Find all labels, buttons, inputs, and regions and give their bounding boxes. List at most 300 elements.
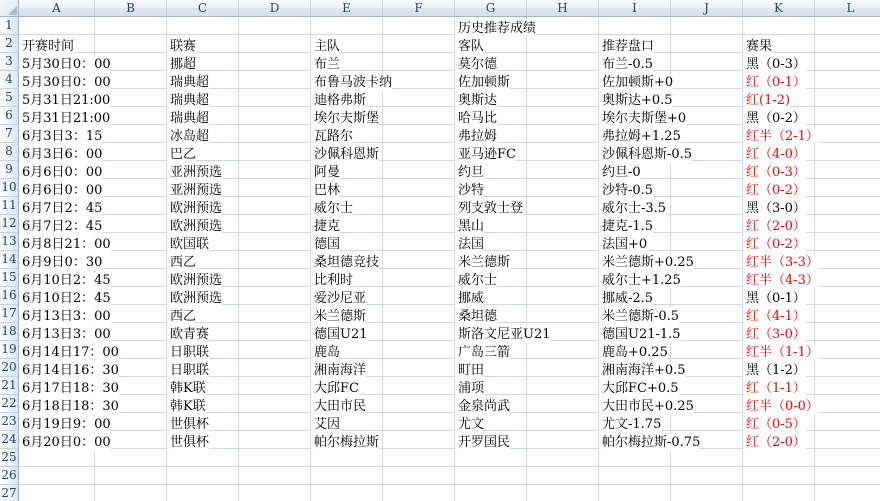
cell-f9[interactable] [383, 161, 455, 179]
cell-a23[interactable] [19, 413, 111, 432]
cell-e1[interactable] [311, 17, 383, 35]
cell-l15[interactable] [815, 269, 880, 287]
cell-b10[interactable] [95, 179, 167, 197]
cell-b26[interactable] [95, 467, 167, 485]
select-all-corner[interactable] [0, 0, 19, 17]
cell-h7[interactable] [527, 125, 599, 143]
cell-d16[interactable] [239, 287, 311, 305]
cell-h16[interactable] [527, 287, 599, 305]
cell-e4[interactable] [311, 71, 393, 90]
cell-j16[interactable] [671, 287, 743, 305]
cell-c12[interactable] [167, 215, 239, 233]
cell-k4[interactable] [743, 71, 815, 89]
cell-e9[interactable] [311, 161, 383, 179]
cell-i4[interactable] [599, 71, 674, 90]
cell-l20[interactable] [815, 359, 880, 377]
cell-d13[interactable] [239, 233, 311, 251]
cell-j7[interactable] [671, 125, 743, 143]
cell-h3[interactable] [527, 53, 599, 71]
cell-e18[interactable] [311, 323, 383, 341]
cell-f3[interactable] [383, 53, 455, 71]
cell-f17[interactable] [383, 305, 455, 323]
column-header-j[interactable]: J [671, 0, 743, 17]
cell-i17[interactable] [599, 305, 680, 324]
cell-d9[interactable] [239, 161, 311, 179]
cell-i18[interactable] [599, 323, 681, 342]
cell-i2[interactable] [599, 35, 671, 53]
column-header-f[interactable]: F [383, 0, 455, 17]
cell-c27[interactable] [167, 485, 239, 501]
cell-h23[interactable] [527, 413, 599, 431]
cell-a16[interactable] [19, 287, 111, 306]
cell-e14[interactable] [311, 251, 383, 269]
cell-g24[interactable] [455, 431, 527, 449]
cell-a9[interactable] [19, 161, 103, 180]
cell-a15[interactable] [19, 269, 111, 288]
cell-k14[interactable] [743, 251, 819, 270]
cell-b25[interactable] [95, 449, 167, 467]
cell-i14[interactable] [599, 251, 694, 270]
cell-f25[interactable] [383, 449, 455, 467]
cell-a24[interactable] [19, 431, 111, 450]
cell-g20[interactable] [455, 359, 527, 377]
cell-i11[interactable] [599, 197, 671, 215]
cell-a2[interactable] [19, 35, 95, 53]
cell-d7[interactable] [239, 125, 311, 143]
cell-i13[interactable] [599, 233, 671, 251]
cell-c1[interactable] [167, 17, 239, 35]
cell-h13[interactable] [527, 233, 599, 251]
cell-a1[interactable] [19, 17, 95, 35]
column-header-l[interactable]: L [815, 0, 880, 17]
cell-j13[interactable] [671, 233, 743, 251]
cell-c26[interactable] [167, 467, 239, 485]
cell-a22[interactable] [19, 395, 119, 414]
cell-l13[interactable] [815, 233, 880, 251]
cell-d25[interactable] [239, 449, 311, 467]
cell-c17[interactable] [167, 305, 239, 323]
cell-l1[interactable] [815, 17, 880, 35]
cell-k20[interactable] [743, 359, 815, 377]
cell-j10[interactable] [671, 179, 743, 197]
row-header-27[interactable]: 27 [0, 485, 19, 501]
cell-b1[interactable] [95, 17, 167, 35]
cell-k25[interactable] [743, 449, 815, 467]
cell-f5[interactable] [383, 89, 455, 107]
cell-d27[interactable] [239, 485, 311, 501]
cell-a14[interactable] [19, 251, 103, 270]
cell-j23[interactable] [671, 413, 743, 431]
row-header-25[interactable]: 25 [0, 449, 19, 467]
cell-f1[interactable] [383, 17, 455, 35]
column-header-i[interactable]: I [599, 0, 671, 17]
cell-c7[interactable] [167, 125, 239, 143]
cell-k19[interactable] [743, 341, 819, 360]
cell-f15[interactable] [383, 269, 455, 287]
cell-f26[interactable] [383, 467, 455, 485]
cell-f20[interactable] [383, 359, 455, 377]
cell-f10[interactable] [383, 179, 455, 197]
cell-i5[interactable] [599, 89, 671, 107]
cell-l17[interactable] [815, 305, 880, 323]
cell-k2[interactable] [743, 35, 815, 53]
cell-c5[interactable] [167, 89, 239, 107]
cell-a20[interactable] [19, 359, 119, 378]
cell-f21[interactable] [383, 377, 455, 395]
cell-h17[interactable] [527, 305, 599, 323]
cell-k11[interactable] [743, 197, 815, 215]
cell-f8[interactable] [383, 143, 455, 161]
cell-h4[interactable] [527, 71, 599, 89]
cell-h12[interactable] [527, 215, 599, 233]
cell-a18[interactable] [19, 323, 111, 342]
cell-h14[interactable] [527, 251, 599, 269]
cell-l21[interactable] [815, 377, 880, 395]
cell-k18[interactable] [743, 323, 815, 341]
column-header-h[interactable]: H [527, 0, 599, 17]
row-header-2[interactable]: 2 [0, 35, 19, 53]
cell-g6[interactable] [455, 107, 527, 125]
cell-j4[interactable] [671, 71, 743, 89]
cell-i16[interactable] [599, 287, 671, 305]
cell-c19[interactable] [167, 341, 239, 359]
cell-c15[interactable] [167, 269, 239, 287]
cell-d5[interactable] [239, 89, 311, 107]
cell-f11[interactable] [383, 197, 455, 215]
cell-j27[interactable] [671, 485, 743, 501]
cell-e24[interactable] [311, 431, 383, 449]
cell-k27[interactable] [743, 485, 815, 501]
cell-l19[interactable] [815, 341, 880, 359]
row-header-22[interactable]: 22 [0, 395, 19, 413]
column-header-a[interactable]: A [19, 0, 95, 17]
cell-i22[interactable] [599, 395, 694, 414]
cell-k17[interactable] [743, 305, 815, 323]
cell-f22[interactable] [383, 395, 455, 413]
cell-e16[interactable] [311, 287, 383, 305]
cell-b8[interactable] [95, 143, 167, 161]
cell-k24[interactable] [743, 431, 815, 449]
row-header-9[interactable]: 9 [0, 161, 19, 179]
cell-h10[interactable] [527, 179, 599, 197]
cell-e12[interactable] [311, 215, 383, 233]
cell-g27[interactable] [455, 485, 527, 501]
cell-c24[interactable] [167, 431, 239, 449]
cell-k12[interactable] [743, 215, 815, 233]
cell-a8[interactable] [19, 143, 103, 162]
cell-g13[interactable] [455, 233, 527, 251]
cell-b11[interactable] [95, 197, 167, 215]
cell-a19[interactable] [19, 341, 119, 360]
row-header-26[interactable]: 26 [0, 467, 19, 485]
cell-j18[interactable] [671, 323, 743, 341]
cell-g19[interactable] [455, 341, 527, 359]
cell-c10[interactable] [167, 179, 239, 197]
cell-f19[interactable] [383, 341, 455, 359]
row-header-1[interactable]: 1 [0, 17, 19, 35]
cell-h1[interactable] [527, 17, 599, 35]
cell-f2[interactable] [383, 35, 455, 53]
cell-h6[interactable] [527, 107, 599, 125]
cell-g22[interactable] [455, 395, 527, 413]
cell-l24[interactable] [815, 431, 880, 449]
cell-a3[interactable] [19, 53, 111, 72]
cell-d11[interactable] [239, 197, 311, 215]
cell-l14[interactable] [815, 251, 880, 269]
cell-c22[interactable] [167, 395, 239, 413]
cell-a26[interactable] [19, 467, 95, 485]
cell-h22[interactable] [527, 395, 599, 413]
cell-k1[interactable] [743, 17, 815, 35]
cell-k16[interactable] [743, 287, 815, 305]
cell-d1[interactable] [239, 17, 311, 35]
cell-h24[interactable] [527, 431, 599, 449]
cell-g26[interactable] [455, 467, 527, 485]
cell-c18[interactable] [167, 323, 239, 341]
row-header-19[interactable]: 19 [0, 341, 19, 359]
cell-i8[interactable] [599, 143, 693, 162]
cell-i19[interactable] [599, 341, 671, 359]
cell-g2[interactable] [455, 35, 527, 53]
cell-h21[interactable] [527, 377, 599, 395]
cell-j15[interactable] [671, 269, 743, 287]
cell-i27[interactable] [599, 485, 671, 501]
cell-f14[interactable] [383, 251, 455, 269]
cell-c16[interactable] [167, 287, 239, 305]
cell-h19[interactable] [527, 341, 599, 359]
cell-a7[interactable] [19, 125, 103, 144]
cell-j5[interactable] [671, 89, 743, 107]
cell-c2[interactable] [167, 35, 239, 53]
cell-a10[interactable] [19, 179, 103, 198]
cell-e7[interactable] [311, 125, 383, 143]
row-header-11[interactable]: 11 [0, 197, 19, 215]
cell-h8[interactable] [527, 143, 599, 161]
cell-h27[interactable] [527, 485, 599, 501]
cell-i1[interactable] [599, 17, 671, 35]
cell-f13[interactable] [383, 233, 455, 251]
cell-h26[interactable] [527, 467, 599, 485]
cell-e23[interactable] [311, 413, 383, 431]
row-header-8[interactable]: 8 [0, 143, 19, 161]
cell-e10[interactable] [311, 179, 383, 197]
cell-e6[interactable] [311, 107, 383, 125]
cell-g3[interactable] [455, 53, 527, 71]
column-header-d[interactable]: D [239, 0, 311, 17]
cell-e27[interactable] [311, 485, 383, 501]
row-header-18[interactable]: 18 [0, 323, 19, 341]
row-header-23[interactable]: 23 [0, 413, 19, 431]
cell-b2[interactable] [95, 35, 167, 53]
cell-j12[interactable] [671, 215, 743, 233]
cell-c13[interactable] [167, 233, 239, 251]
cell-a5[interactable] [19, 89, 111, 108]
cell-a21[interactable] [19, 377, 119, 396]
cell-k22[interactable] [743, 395, 819, 414]
row-header-16[interactable]: 16 [0, 287, 19, 305]
cell-f12[interactable] [383, 215, 455, 233]
cell-a4[interactable] [19, 71, 111, 90]
cell-e3[interactable] [311, 53, 383, 71]
cell-i10[interactable] [599, 179, 671, 197]
row-header-7[interactable]: 7 [0, 125, 19, 143]
cell-d26[interactable] [239, 467, 311, 485]
cell-j17[interactable] [671, 305, 743, 323]
cell-i20[interactable] [599, 359, 686, 378]
cell-i9[interactable] [599, 161, 671, 179]
cell-k8[interactable] [743, 143, 815, 161]
cell-b27[interactable] [95, 485, 167, 501]
cell-i3[interactable] [599, 53, 671, 71]
cell-j1[interactable] [671, 17, 743, 35]
cell-k23[interactable] [743, 413, 815, 431]
cell-f6[interactable] [383, 107, 455, 125]
row-header-12[interactable]: 12 [0, 215, 19, 233]
row-header-21[interactable]: 21 [0, 377, 19, 395]
cell-c21[interactable] [167, 377, 239, 395]
cell-k9[interactable] [743, 161, 815, 179]
cell-j26[interactable] [671, 467, 743, 485]
cell-b9[interactable] [95, 161, 167, 179]
row-header-4[interactable]: 4 [0, 71, 19, 89]
cell-h5[interactable] [527, 89, 599, 107]
cell-l12[interactable] [815, 215, 880, 233]
column-header-k[interactable]: K [743, 0, 815, 17]
cell-i15[interactable] [599, 269, 681, 288]
cell-d21[interactable] [239, 377, 311, 395]
cell-h11[interactable] [527, 197, 599, 215]
cell-d24[interactable] [239, 431, 311, 449]
cell-e19[interactable] [311, 341, 383, 359]
cell-j11[interactable] [671, 197, 743, 215]
cell-l3[interactable] [815, 53, 880, 71]
cell-e20[interactable] [311, 359, 383, 377]
cell-k3[interactable] [743, 53, 815, 71]
cell-b14[interactable] [95, 251, 167, 269]
cell-i6[interactable] [599, 107, 687, 126]
cell-f18[interactable] [383, 323, 455, 341]
cell-f16[interactable] [383, 287, 455, 305]
cell-g12[interactable] [455, 215, 527, 233]
cell-g7[interactable] [455, 125, 527, 143]
cell-a13[interactable] [19, 233, 111, 252]
cell-i26[interactable] [599, 467, 671, 485]
column-header-g[interactable]: G [455, 0, 527, 17]
cell-d18[interactable] [239, 323, 311, 341]
cell-i24[interactable] [599, 431, 701, 450]
cell-f23[interactable] [383, 413, 455, 431]
cell-j21[interactable] [671, 377, 743, 395]
cell-i7[interactable] [599, 125, 681, 144]
cell-g8[interactable] [455, 143, 527, 161]
cell-f24[interactable] [383, 431, 455, 449]
cell-e8[interactable] [311, 143, 383, 161]
cell-e5[interactable] [311, 89, 383, 107]
cell-g17[interactable] [455, 305, 527, 323]
cell-h20[interactable] [527, 359, 599, 377]
cell-i25[interactable] [599, 449, 671, 467]
cell-d23[interactable] [239, 413, 311, 431]
cell-i21[interactable] [599, 377, 679, 396]
cell-d19[interactable] [239, 341, 311, 359]
cell-c11[interactable] [167, 197, 239, 215]
cell-l7[interactable] [815, 125, 880, 143]
column-header-e[interactable]: E [311, 0, 383, 17]
cell-e26[interactable] [311, 467, 383, 485]
cell-k13[interactable] [743, 233, 815, 251]
cell-e17[interactable] [311, 305, 383, 323]
cell-l18[interactable] [815, 323, 880, 341]
cell-g16[interactable] [455, 287, 527, 305]
cell-l16[interactable] [815, 287, 880, 305]
cell-l11[interactable] [815, 197, 880, 215]
cell-h25[interactable] [527, 449, 599, 467]
cell-e13[interactable] [311, 233, 383, 251]
row-header-20[interactable]: 20 [0, 359, 19, 377]
cell-h9[interactable] [527, 161, 599, 179]
cell-l26[interactable] [815, 467, 880, 485]
cell-h15[interactable] [527, 269, 599, 287]
cell-a11[interactable] [19, 197, 103, 216]
cell-j2[interactable] [671, 35, 743, 53]
cell-g25[interactable] [455, 449, 527, 467]
cell-g15[interactable] [455, 269, 527, 287]
row-header-15[interactable]: 15 [0, 269, 19, 287]
cell-d8[interactable] [239, 143, 311, 161]
row-header-5[interactable]: 5 [0, 89, 19, 107]
row-header-24[interactable]: 24 [0, 431, 19, 449]
cell-k15[interactable] [743, 269, 819, 288]
cell-l22[interactable] [815, 395, 880, 413]
cell-d4[interactable] [239, 71, 311, 89]
cell-g14[interactable] [455, 251, 527, 269]
cell-e21[interactable] [311, 377, 383, 395]
cell-g11[interactable] [455, 197, 527, 215]
cell-l25[interactable] [815, 449, 880, 467]
cell-g9[interactable] [455, 161, 527, 179]
cell-c6[interactable] [167, 107, 239, 125]
cell-f27[interactable] [383, 485, 455, 501]
cell-c3[interactable] [167, 53, 239, 71]
cell-l10[interactable] [815, 179, 880, 197]
cell-g4[interactable] [455, 71, 527, 89]
cell-l2[interactable] [815, 35, 880, 53]
cell-g21[interactable] [455, 377, 527, 395]
cell-a25[interactable] [19, 449, 95, 467]
row-header-17[interactable]: 17 [0, 305, 19, 323]
cell-k21[interactable] [743, 377, 815, 395]
cell-b7[interactable] [95, 125, 167, 143]
cell-h2[interactable] [527, 35, 599, 53]
cell-e15[interactable] [311, 269, 383, 287]
cell-d3[interactable] [239, 53, 311, 71]
cell-k7[interactable] [743, 125, 819, 144]
cell-c4[interactable] [167, 71, 239, 89]
cell-g5[interactable] [455, 89, 527, 107]
cell-i12[interactable] [599, 215, 671, 233]
cell-a12[interactable] [19, 215, 103, 234]
cell-e2[interactable] [311, 35, 383, 53]
cell-l5[interactable] [815, 89, 880, 107]
cell-k5[interactable] [743, 89, 815, 107]
cell-a17[interactable] [19, 305, 111, 324]
cell-i23[interactable] [599, 413, 671, 431]
cell-j3[interactable] [671, 53, 743, 71]
cell-d2[interactable] [239, 35, 311, 53]
cell-k6[interactable] [743, 107, 815, 125]
cell-l8[interactable] [815, 143, 880, 161]
cell-d22[interactable] [239, 395, 311, 413]
